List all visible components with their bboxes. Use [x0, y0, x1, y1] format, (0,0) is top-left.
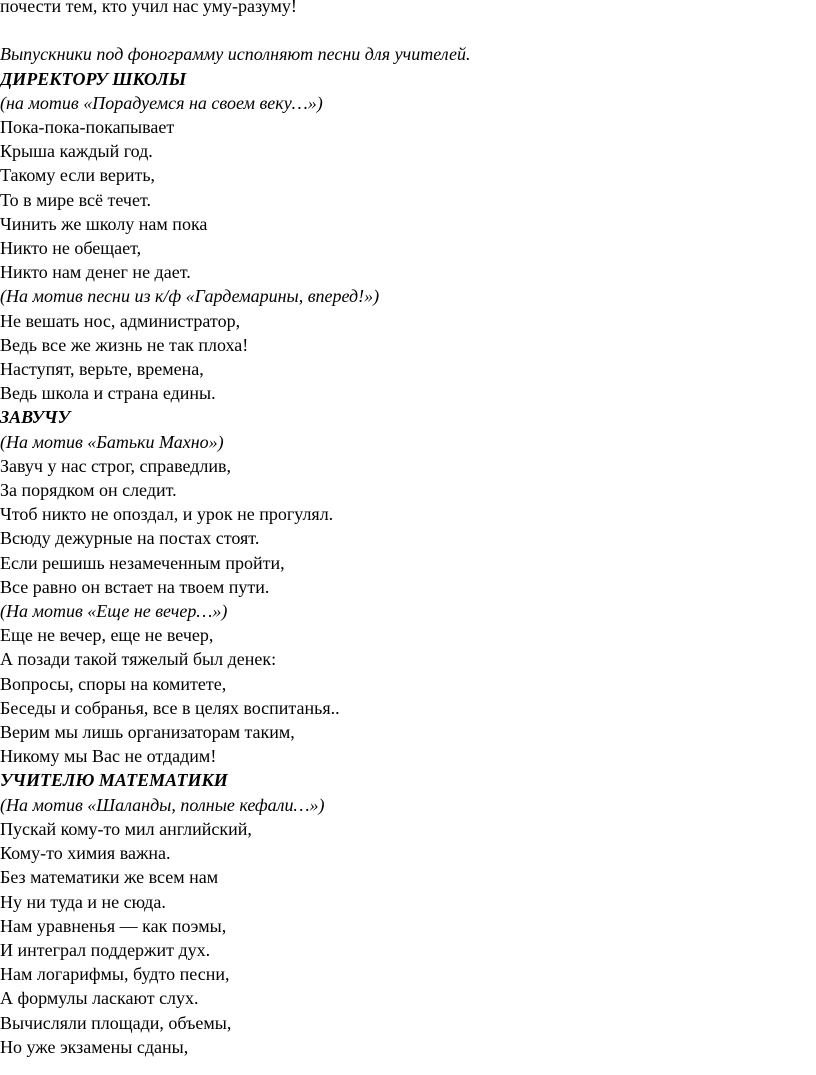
song-line: Пока-пока-покапывает — [0, 117, 175, 137]
song-line: Пускай кому-то мил английский, — [0, 818, 252, 839]
song-line: Всюду дежурные на постах стоят. — [0, 528, 260, 549]
song-line: А формулы ласкают слух. — [0, 988, 199, 1009]
song-line: Никто не обещает, — [0, 238, 142, 259]
song-line: Вопросы, споры на комитете, — [0, 673, 227, 694]
song-line: Беседы и собранья, все в целях воспитанья.. — [0, 697, 340, 718]
song-line: Ведь школа и страна едины. — [0, 383, 216, 404]
section-heading-director: ДИРЕКТОРУ ШКОЛЫ — [0, 68, 187, 89]
song-line: То в мире всё течет. — [0, 189, 151, 210]
song-melody: (На мотив «Шаланды, полные кефали…») — [0, 794, 325, 815]
blank-line — [0, 18, 816, 42]
song-line: Вычисляли площади, объемы, — [0, 1012, 232, 1033]
song-melody: (на мотив «Порадуемся на своем веку…») — [0, 92, 323, 113]
section-heading-head-teacher: ЗАВУЧУ — [0, 407, 71, 428]
song-line: Но уже экзамены сданы, — [0, 1036, 189, 1057]
song-line: Никто нам денег не дает. — [0, 262, 191, 283]
song-line: Ну ни туда и не сюда. — [0, 891, 166, 912]
intro-note: Выпускники под фонограмму исполняют песни для учителей. — [0, 44, 471, 65]
song-line: Еще не вечер, еще не вечер, — [0, 625, 214, 646]
song-melody: (На мотив песни из к/ф «Гардемарины, вперед!») — [0, 286, 380, 307]
song-line: Кому-то химия важна. — [0, 843, 171, 864]
song-line: И интеграл поддержит дух. — [0, 939, 211, 960]
song-line: А позади такой тяжелый был денек: — [0, 649, 277, 670]
song-line: Никому мы Вас не отдадим! — [0, 746, 217, 767]
song-line: Нам логарифмы, будто песни, — [0, 964, 230, 985]
song-line: Чинить же школу нам пока — [0, 213, 208, 234]
song-line: За порядком он следит. — [0, 480, 177, 501]
song-line: Крыша каждый год. — [0, 141, 153, 162]
song-line: Чтоб никто не опоздал, и урок не прогулял. — [0, 504, 334, 525]
song-line: Если решишь незамеченным пройти, — [0, 552, 285, 573]
song-melody: (На мотив «Батьки Махно») — [0, 431, 224, 452]
song-line: Не вешать нос, администратор, — [0, 310, 241, 331]
song-line: Ведь все же жизнь не так плоха! — [0, 334, 249, 355]
song-line: Нам уравненья — как поэмы, — [0, 915, 227, 936]
song-line: Верим мы лишь организаторам таким, — [0, 722, 295, 743]
song-line: Завуч у нас строг, справедлив, — [0, 455, 232, 476]
intro-line: почести тем, кто учил нас уму-разуму! — [0, 0, 297, 16]
song-line: Все равно он встает на твоем пути. — [0, 576, 270, 597]
section-heading-math-teacher: УЧИТЕЛЮ МАТЕМАТИКИ — [0, 770, 228, 791]
song-line: Наступят, верьте, времена, — [0, 359, 204, 380]
song-line: Без математики же всем нам — [0, 867, 219, 888]
song-line: Такому если верить, — [0, 165, 156, 186]
song-melody: (На мотив «Еще не вечер…») — [0, 601, 228, 622]
